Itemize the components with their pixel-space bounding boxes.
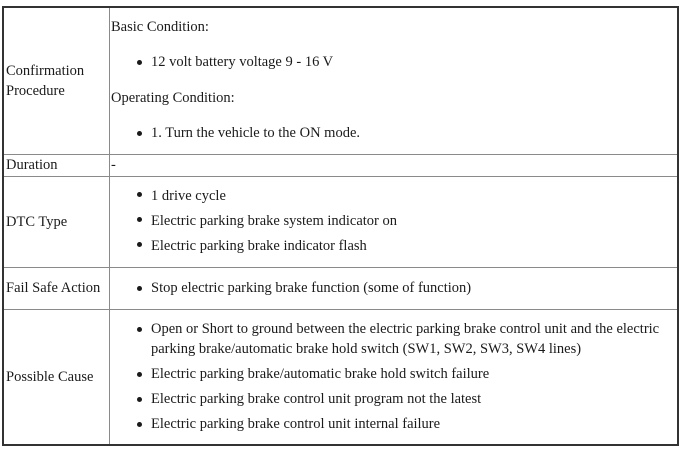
table-row-confirmation (3, 7, 678, 154)
list-item: Open or Short to ground between the electric parking brake control unit and the electric parking brake/automatic brake hold switch (SW1, SW2, SW3, SW4 lines) (111, 319, 677, 359)
table-row-fail-safe (3, 267, 678, 309)
list-item: Electric parking brake system indicator on (111, 209, 677, 234)
fail-safe-list (111, 278, 677, 298)
duration-label: Duration (3, 154, 110, 176)
list-item: Electric parking brake control unit internal failure (111, 414, 677, 434)
dtc-type-list (111, 184, 677, 259)
possible-cause-content (110, 309, 679, 445)
possible-cause-list (111, 319, 677, 434)
list-item: 1. Turn the vehicle to the ON mode. (111, 123, 677, 143)
list-item: Electric parking brake/automatic brake hold switch failure (111, 364, 677, 384)
confirmation-procedure-content (110, 7, 679, 154)
list-item: 12 volt battery voltage 9 - 16 V (111, 52, 677, 72)
fail-safe-action-label: Fail Safe Action (3, 267, 110, 309)
operating-condition-heading: Operating Condition: (111, 89, 235, 106)
fail-safe-action-content (110, 267, 679, 309)
list-item: Electric parking brake indicator flash (111, 234, 677, 259)
table-row-duration (3, 154, 678, 176)
dtc-type-content (110, 176, 679, 267)
table-row-dtc-type (3, 176, 678, 267)
dtc-type-label: DTC Type (3, 176, 110, 267)
duration-value: - (110, 154, 679, 176)
operating-condition-list (111, 123, 677, 143)
basic-condition-heading: Basic Condition: (111, 18, 209, 35)
list-item: Stop electric parking brake function (some of function) (111, 278, 677, 298)
basic-condition-list (111, 52, 677, 72)
list-item: Electric parking brake control unit program not the latest (111, 389, 677, 409)
confirmation-procedure-label: Confirmation Procedure (3, 7, 110, 154)
list-item: 1 drive cycle (111, 184, 677, 209)
possible-cause-label: Possible Cause (3, 309, 110, 445)
dtc-info-table (2, 6, 679, 446)
table-row-possible-cause (3, 309, 678, 445)
